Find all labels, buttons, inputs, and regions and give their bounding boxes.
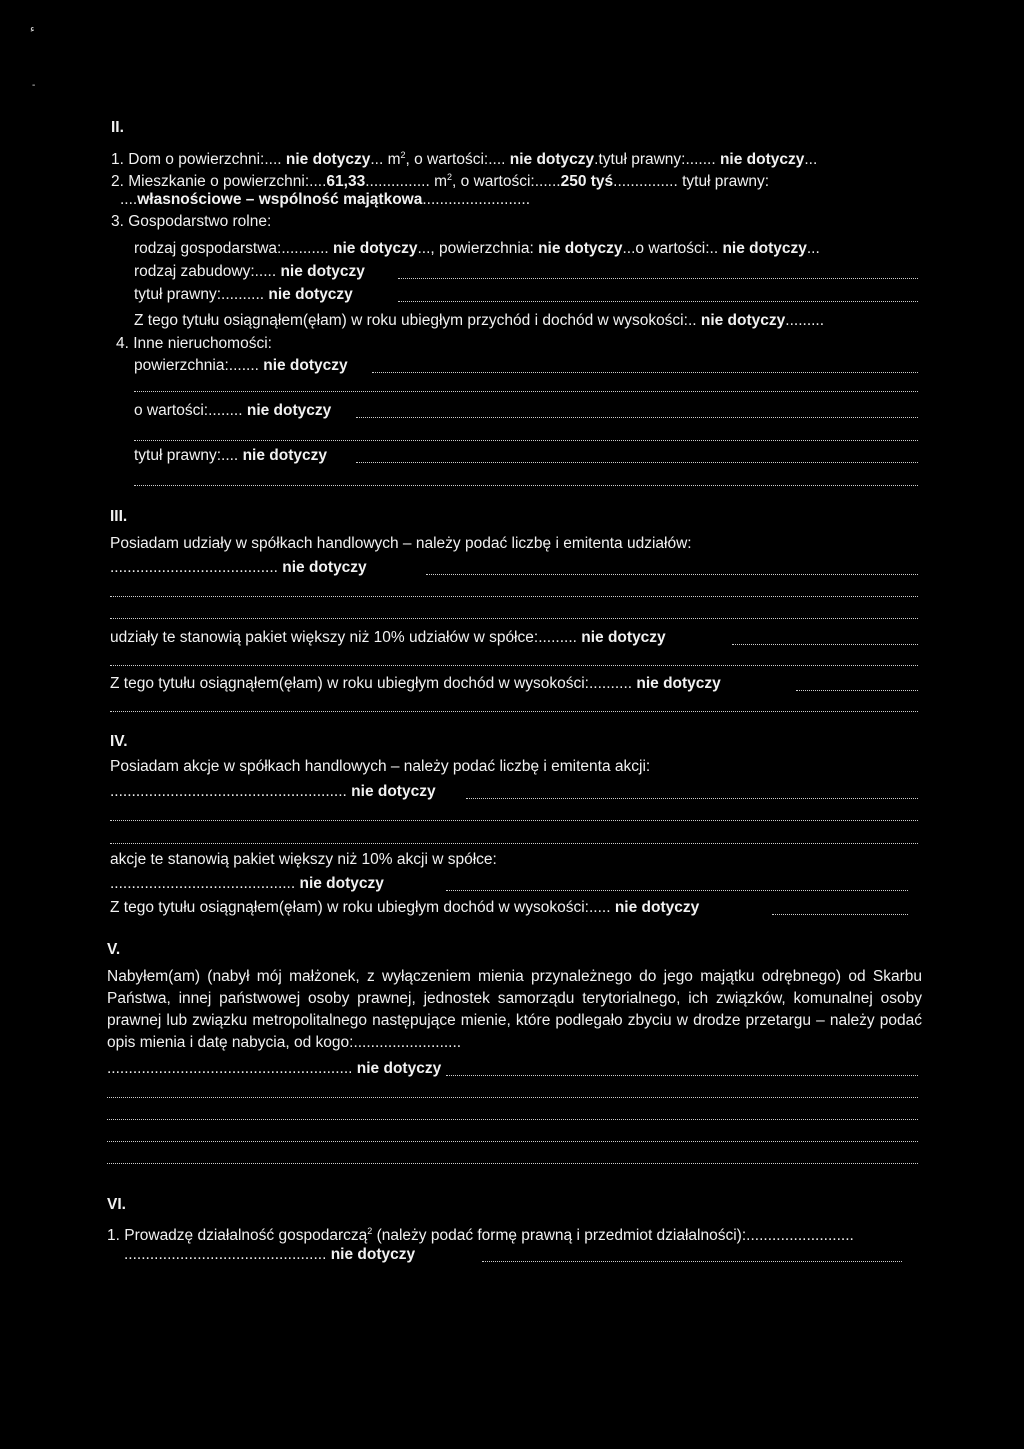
apartment-title-label: tytuł prawny: [682,173,770,191]
farm-label: Gospodarstwo rolne: [128,213,272,230]
farm-income-line: Z tego tytułu osiągnąłem(ęłam) w roku ubiegłym przychód i dochód w wysokości:.. nie dotyczy......... [134,312,825,329]
item-number: 1. [111,151,124,169]
dotted-line [110,711,918,712]
other-property-label: Inne nieruchomości: [133,335,272,352]
shares-income-label: Z tego tytułu osiągnąłem(ęłam) w roku ubiegłym dochód w wysokości: [110,675,589,692]
farm-buildings-label: rodzaj zabudowy: [134,263,255,280]
apartment-title-line: ....własnościowe – wspólność majątkowa......................... [120,191,531,208]
house-line: 1. Dom o powierzchni:.... nie dotyczy... $m^2$, o wartości:.... nie dotyczy.tytuł prawny:....... nie dotyczy... [111,150,818,169]
shares-line: ....................................... nie dotyczy [110,559,367,576]
dotted-line [134,440,918,441]
other-value-label: o wartości: [134,402,209,419]
dotted-fill [446,1075,918,1076]
acquisition-value: nie dotyczy [356,1060,442,1077]
footnote-ref: 2 [367,1226,373,1236]
dotted-line [134,485,918,486]
dotted-fill [446,890,908,891]
stocks-income-label: Z tego tytułu osiągnąłem(ęłam) w roku ubiegłym dochód w wysokości: [110,899,589,916]
other-area-label: powierzchnia: [134,357,229,374]
stocks-packet-label: akcje te stanowią pakiet większy niż 10% akcji w spółce: [110,851,497,868]
farm-title-value: nie dotyczy [268,286,353,303]
apartment-value-value: 250 tyś [560,173,614,191]
house-area-value: nie dotyczy [285,151,371,169]
dotted-fill [732,644,918,645]
farm-heading [111,212,271,232]
dotted-line [107,1141,918,1142]
item-number: 4. [116,335,129,352]
stocks-intro: Posiadam akcje w spółkach handlowych – należy podać liczbę i emitenta akcji: [110,758,651,775]
shares-packet-value: nie dotyczy [581,629,666,646]
dotted-fill [482,1261,902,1262]
dotted-line [107,1097,918,1098]
business-instruction: (należy podać formę prawną i przedmiot działalności): [376,1227,747,1245]
section-vi-heading: VI. [107,1196,126,1213]
dotted-line [107,1163,918,1164]
dotted-fill [356,462,918,463]
other-title-label: tytuł prawny: [134,447,222,464]
house-value-value: nie dotyczy [509,151,595,169]
shares-income-value: nie dotyczy [636,675,721,692]
business-line: 1. Prowadzę działalność gospodarczą$^2$ (należy podać formę prawną i przedmiot działalności):......................... [107,1226,854,1245]
farm-area-value: nie dotyczy [538,240,623,257]
unit-superscript: 2 [400,150,406,160]
farm-type-line: rodzaj gospodarstwa:........... nie dotyczy..., powierzchnia: nie dotyczy...o wartości:.. nie dotyczy... [134,240,820,257]
farm-title-line: tytuł prawny:.......... nie dotyczy [134,286,353,303]
house-area-label: Dom o powierzchni: [128,151,265,169]
other-title-line: tytuł prawny:.... nie dotyczy [134,447,327,464]
farm-type-value: nie dotyczy [333,240,418,257]
apartment-title-value: własnościowe – wspólność majątkowa [137,191,423,208]
house-title-value: nie dotyczy [719,151,805,169]
farm-income-value: nie dotyczy [700,312,786,329]
stocks-packet-value: nie dotyczy [299,875,384,892]
dotted-fill [398,278,918,279]
dotted-fill [466,798,918,799]
shares-income-line: Z tego tytułu osiągnąłem(ęłam) w roku ubiegłym dochód w wysokości:.......... nie dotyczy [110,675,721,692]
dotted-fill [356,417,918,418]
dotted-line [110,618,918,619]
other-value-value: nie dotyczy [246,402,332,419]
house-title-label: .tytuł prawny: [594,151,686,169]
stocks-value: nie dotyczy [351,783,436,800]
dotted-fill [426,574,918,575]
dotted-line [107,1119,918,1120]
dotted-fill [372,372,918,373]
shares-packet-line: udziały te stanowią pakiet większy niż 10% udziałów w spółce:......... nie dotyczy [110,629,666,646]
house-value-label: , o wartości: [405,151,489,169]
acquisition-line: ......................................................... nie dotyczy [107,1060,442,1077]
apartment-area-value: 61,33 [326,173,366,191]
area-unit: m [434,173,448,191]
farm-type-label: rodzaj gospodarstwa: [134,240,282,257]
dotted-fill [772,914,908,915]
margin-dash: - [32,80,36,91]
area-unit: m [387,151,401,169]
business-value: nie dotyczy [330,1246,416,1263]
acquisition-paragraph: Nabyłem(am) (nabył mój małżonek, z wyłączeniem mienia przynależnego do jego majątku odrębnego) od Skarbu Państwa, innej państwowej osoby prawnej, jednostek samorządu terytorialnego, ich związków, komunalnej osoby prawnej lub związku metropolitalnego następujące mienie, które podlegało zbyciu w drodze przetargu – należy podać opis mienia i datę nabycia, od kogo: [107,968,922,1051]
acquisition-text: Nabyłem(am) (nabył mój małżonek, z wyłączeniem mienia przynależnego do jego majątku odrębnego) od Skarbu Państwa, innej państwowej osoby prawnej, jednostek samorządu terytorialnego, ich związków, komunalnej osoby prawnej lub związku metropolitalnego następujące mienie, które podlegało zbyciu w drodze przetargu – należy podać opis mienia i datę nabycia, od kogo:......................... [107,968,922,1051]
dotted-fill [796,690,918,691]
section-iii-heading: III. [110,508,128,525]
business-value-line: ............................................... nie dotyczy [124,1246,416,1263]
farm-buildings-value: nie dotyczy [280,263,365,280]
dotted-fill [398,301,918,302]
farm-title-label: tytuł prawny: [134,286,222,303]
unit-superscript: 2 [447,172,453,182]
item-number: 3. [111,213,124,230]
section-ii-heading: II. [111,119,124,136]
dotted-line [134,391,918,392]
other-area-line: powierzchnia:....... nie dotyczy [134,357,348,374]
section-iv-heading: IV. [110,733,128,750]
shares-value: nie dotyczy [282,559,367,576]
farm-area-label: , powierzchnia: [430,240,534,257]
farm-buildings-line: rodzaj zabudowy:..... nie dotyczy [134,263,365,280]
dotted-line [110,596,918,597]
other-title-value: nie dotyczy [242,447,327,464]
dotted-line [110,843,918,844]
apartment-line: 2. Mieszkanie o powierzchni:....61,33............... $m^2$, o wartości:......250 tyś............... tytuł prawny: [111,172,770,191]
shares-packet-label: udziały te stanowią pakiet większy niż 10% udziałów w spółce: [110,629,539,646]
item-number: 1. [107,1227,120,1245]
other-area-value: nie dotyczy [263,357,348,374]
farm-value-label: o wartości: [635,240,710,257]
farm-value-value: nie dotyczy [722,240,807,257]
farm-income-label: Z tego tytułu osiągnąłem(ęłam) w roku ubiegłym przychód i dochód w wysokości: [134,312,688,329]
stocks-income-value: nie dotyczy [614,899,700,916]
dotted-line [110,820,918,821]
apartment-area-label: Mieszkanie o powierzchni: [128,173,310,191]
dotted-line [110,665,918,666]
other-value-line: o wartości:........ nie dotyczy [134,402,332,419]
other-property-heading [116,334,272,354]
business-label: Prowadzę działalność gospodarczą [124,1227,368,1245]
stocks-packet-line: ........................................... nie dotyczy [110,875,384,892]
item-number: 2. [111,173,124,191]
stocks-line: ....................................................... nie dotyczy [110,783,436,800]
corner-mark: ﺀ [30,24,35,35]
stocks-income-line: Z tego tytułu osiągnąłem(ęłam) w roku ubiegłym dochód w wysokości:..... nie dotyczy [110,899,700,916]
shares-intro: Posiadam udziały w spółkach handlowych – należy podać liczbę i emitenta udziałów: [110,535,692,552]
section-v-heading: V. [107,941,121,958]
apartment-value-label: , o wartości: [452,173,535,191]
